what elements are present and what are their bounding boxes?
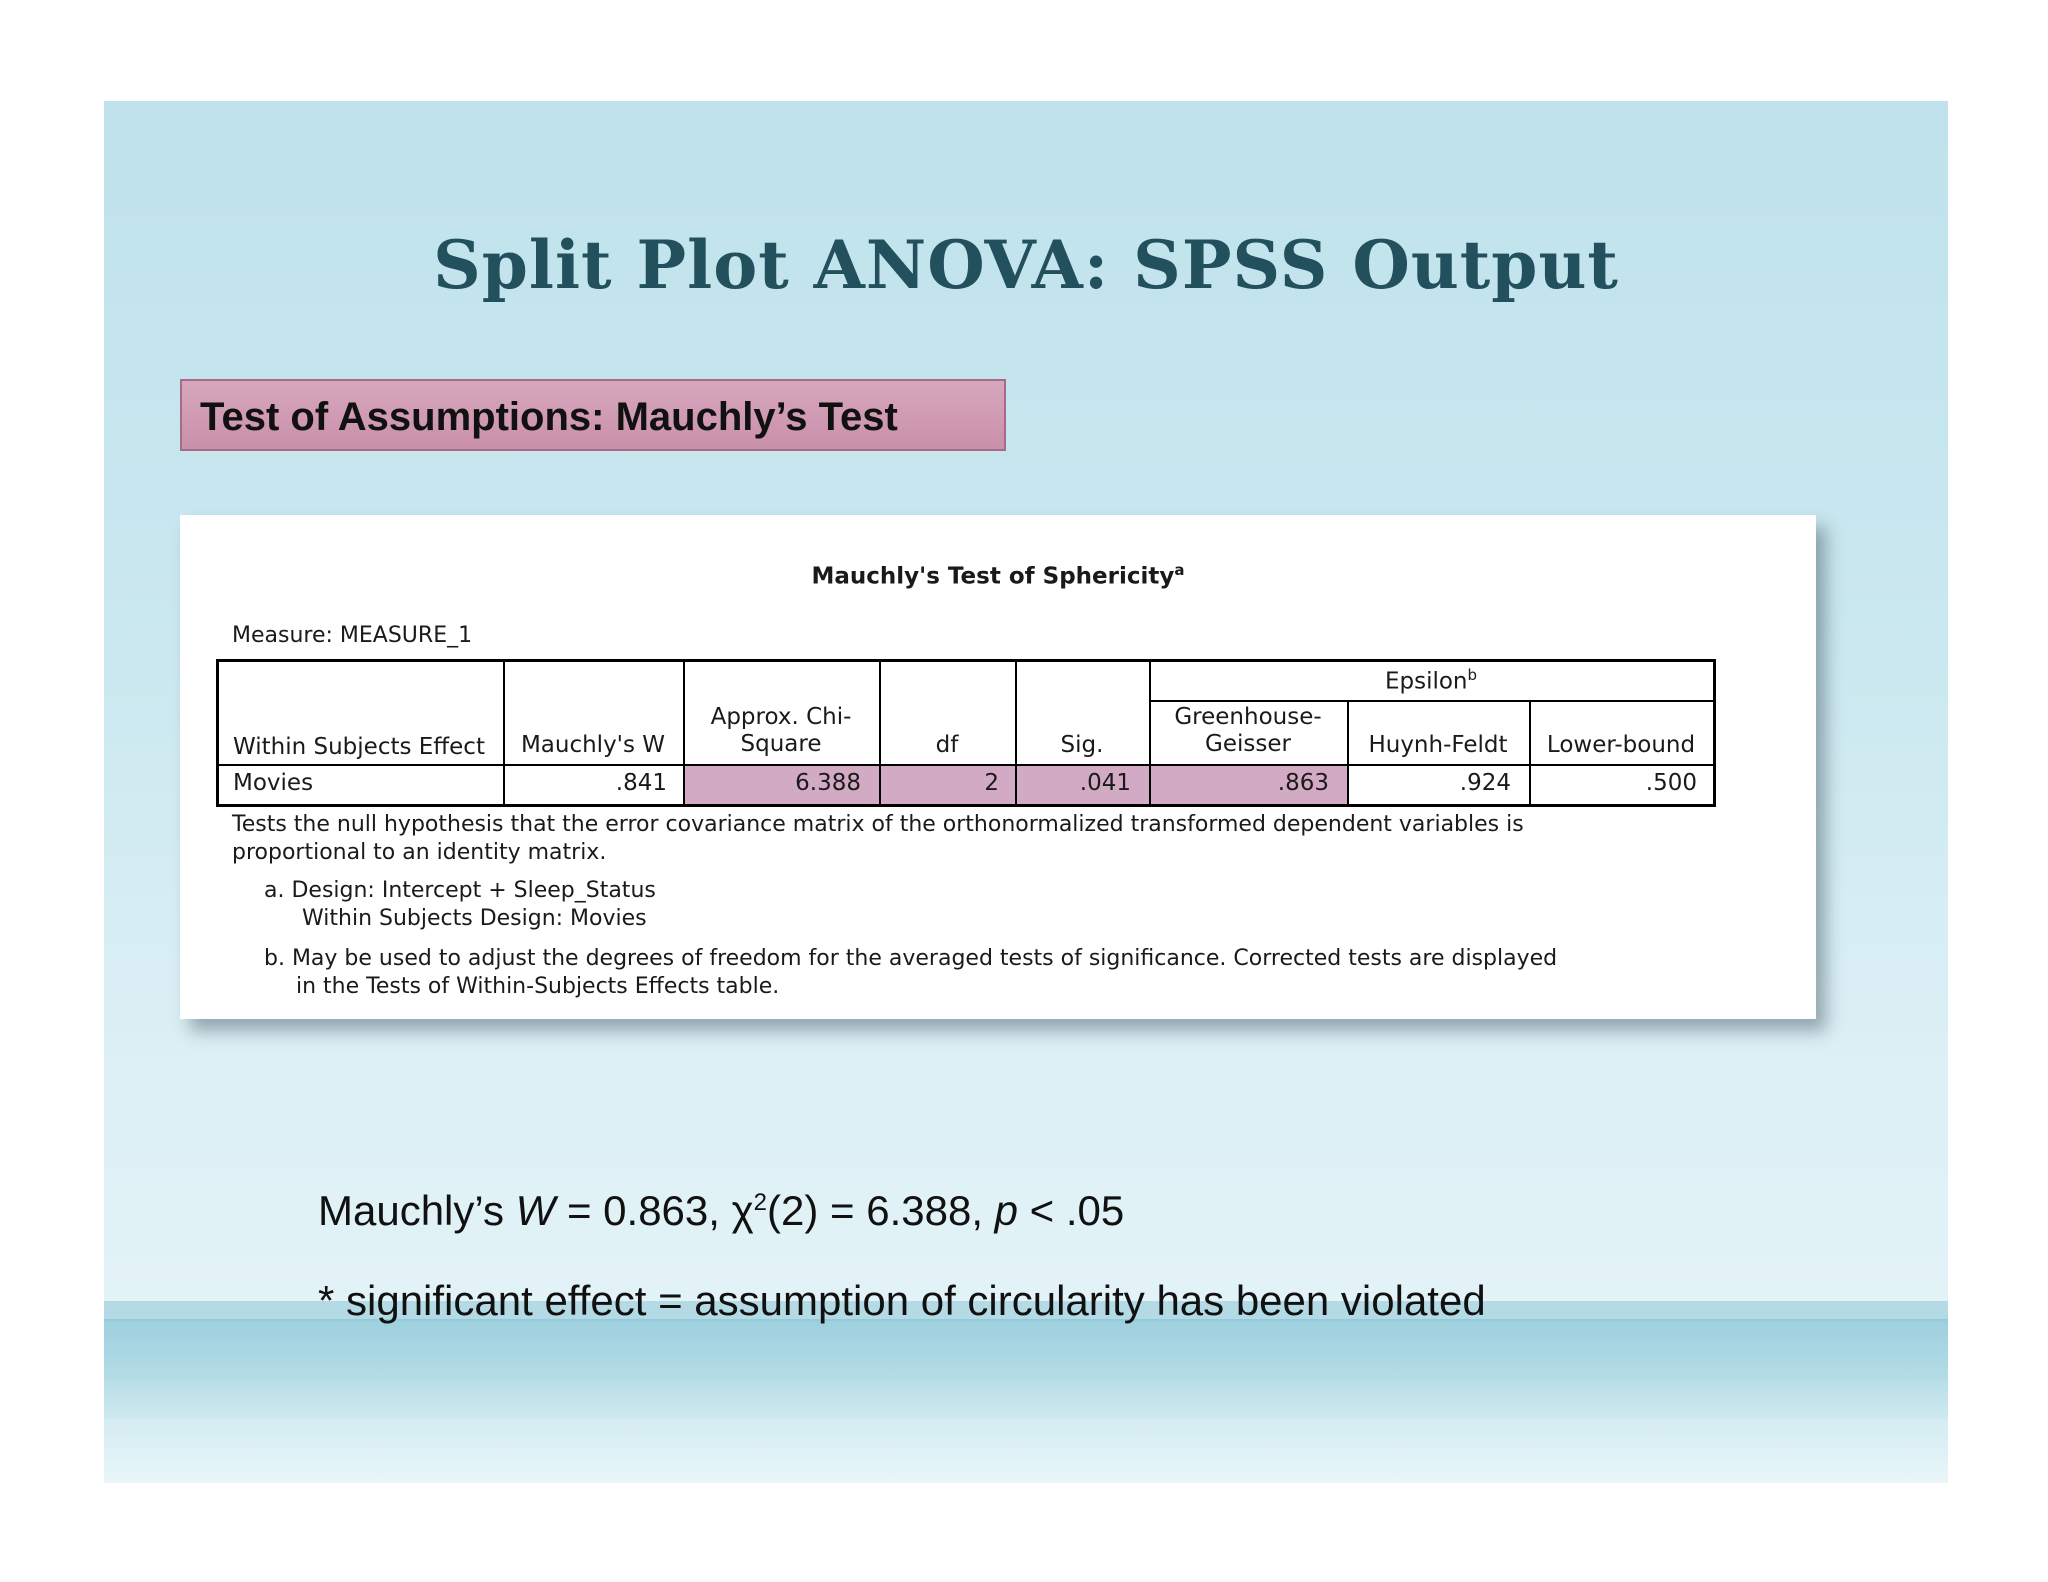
header-effect: Within Subjects Effect <box>233 734 485 760</box>
header-lower-bound: Lower-bound <box>1546 732 1696 758</box>
formula-end: < .05 <box>1018 1187 1125 1234</box>
row-chi-square: 6.388 <box>795 770 861 796</box>
sphericity-table <box>216 659 1716 807</box>
footnote-a <box>264 877 656 933</box>
row-greenhouse-geisser: .863 <box>1277 770 1329 796</box>
row-df: 2 <box>984 770 999 796</box>
row-huynh-feldt: .924 <box>1459 770 1511 796</box>
wave-decoration <box>104 1379 1948 1419</box>
row-sig: .041 <box>1079 770 1131 796</box>
mauchly-result <box>318 1187 1124 1235</box>
table-title-footnote: a <box>1174 561 1185 579</box>
slide-background <box>104 101 1948 1483</box>
row-effect: Movies <box>233 770 314 796</box>
epsilon-header-text: Epsilon <box>1384 668 1468 695</box>
grid-line <box>1149 700 1713 702</box>
header-greenhouse-geisser <box>1149 704 1347 758</box>
footnote-b-line2: in the Tests of Within-Subjects Effects table. <box>296 974 780 999</box>
table-title-text: Mauchly's Test of Sphericity <box>811 563 1175 590</box>
header-chi-square <box>683 704 879 758</box>
section-label: Test of Assumptions: Mauchly’s Test <box>180 379 1006 451</box>
formula-mid: = 0.863, χ <box>555 1187 754 1234</box>
conclusion-text: * significant effect = assumption of circularity has been violated <box>318 1277 1486 1324</box>
header-gg-line2: Geisser <box>1205 731 1291 757</box>
wave-decoration <box>104 1319 1948 1379</box>
row-mauchly-w: .841 <box>615 770 667 796</box>
footnote-a-line2: Within Subjects Design: Movies <box>302 906 647 931</box>
table-title <box>180 561 1816 590</box>
formula-w: W <box>515 1187 556 1234</box>
note-null-hypothesis <box>232 811 1524 867</box>
slide-title: Split Plot ANOVA: SPSS Output <box>433 226 1619 304</box>
measure-label: Measure: MEASURE_1 <box>232 623 473 648</box>
footnote-b <box>264 945 1557 1001</box>
epsilon-footnote: b <box>1467 666 1478 684</box>
header-df: df <box>935 732 959 758</box>
epsilon-header <box>1149 666 1713 695</box>
note-null-line1: Tests the null hypothesis that the error covariance matrix of the orthonormalized transformed dependent variables is <box>232 812 1524 837</box>
formula-p: p <box>994 1187 1019 1234</box>
footnote-a-line1: a. Design: Intercept + Sleep_Status <box>264 878 656 903</box>
header-gg-line1: Greenhouse- <box>1174 704 1322 730</box>
formula-sup: 2 <box>753 1189 768 1216</box>
formula-after-sup: (2) = 6.388, <box>767 1187 995 1234</box>
header-chi-square-line1: Approx. Chi- <box>710 704 852 730</box>
header-huynh-feldt: Huynh-Feldt <box>1368 732 1508 758</box>
formula-prefix: Mauchly’s <box>318 1187 516 1234</box>
row-lower-bound: .500 <box>1645 770 1697 796</box>
spss-output-panel <box>180 515 1816 1019</box>
note-null-line2: proportional to an identity matrix. <box>232 840 607 865</box>
header-sig: Sig. <box>1060 732 1104 758</box>
grid-line <box>219 764 1713 766</box>
footnote-b-line1: b. May be used to adjust the degrees of freedom for the averaged tests of significance. Corrected tests are displayed <box>264 946 1558 971</box>
header-mauchly-w: Mauchly's W <box>520 732 666 758</box>
header-chi-square-line2: Square <box>740 731 822 757</box>
wave-decoration <box>104 1419 1948 1483</box>
